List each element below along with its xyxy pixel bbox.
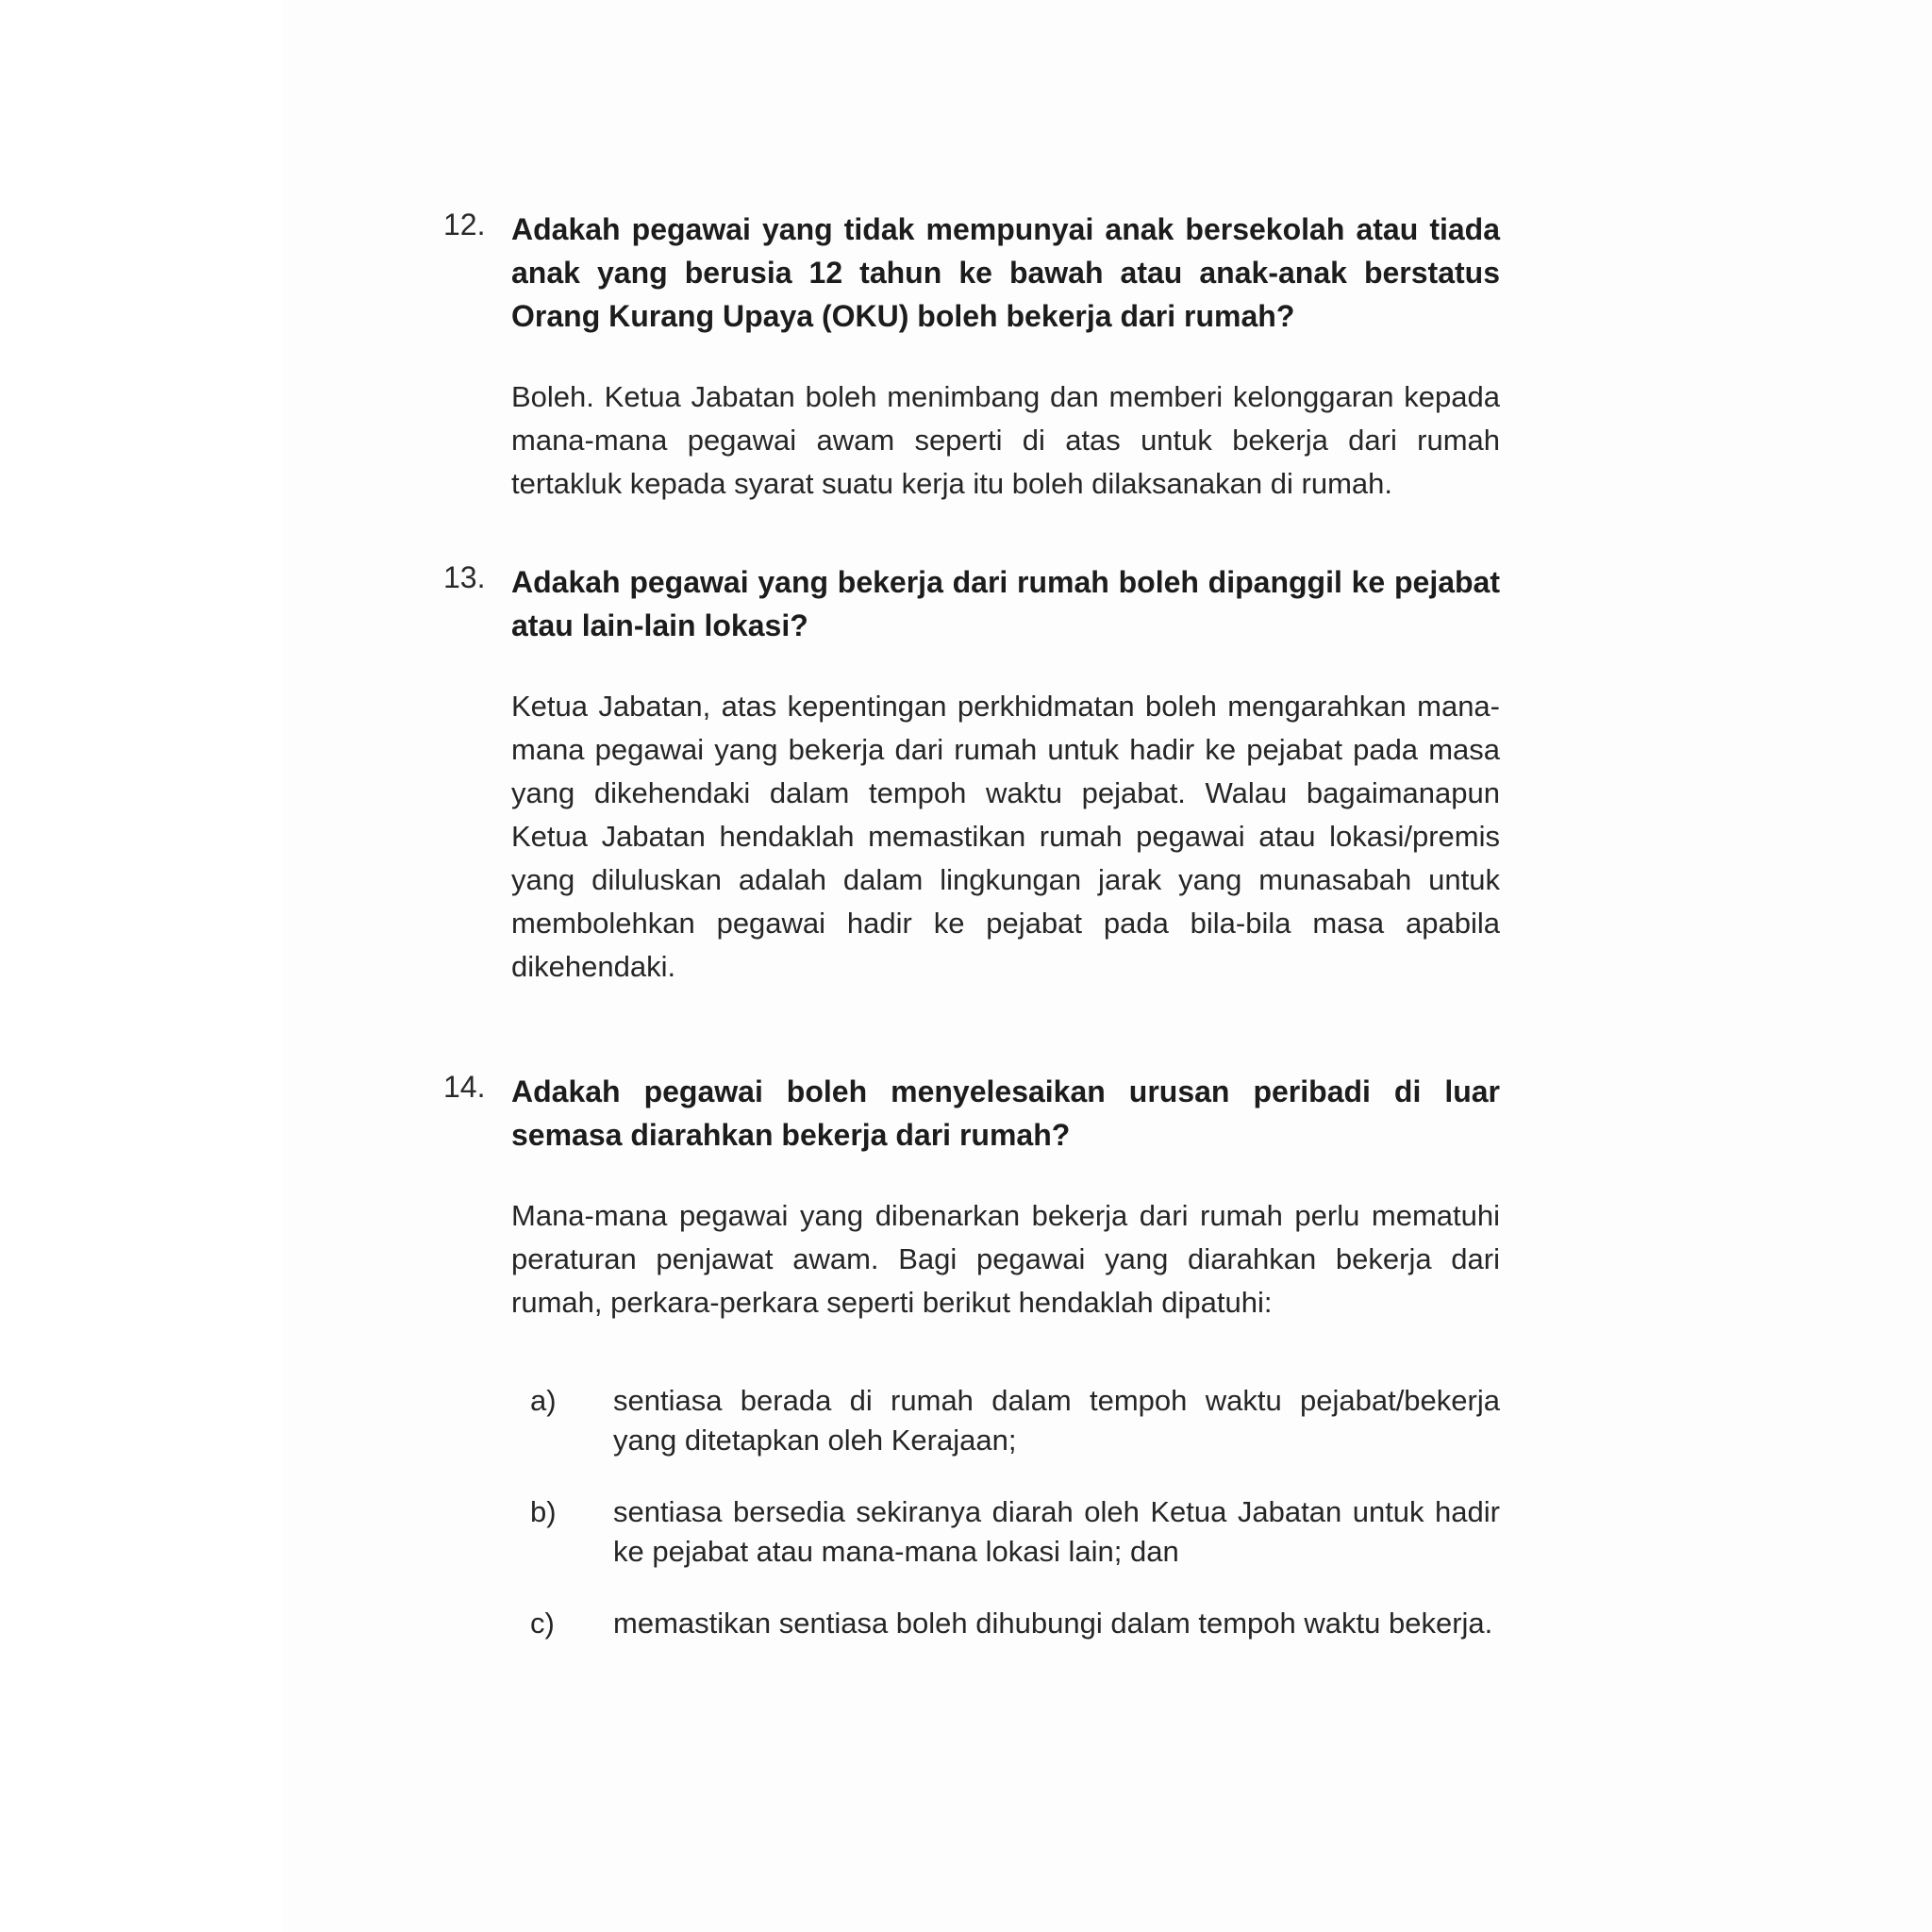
list-item (511, 1604, 1500, 1643)
faq-content (443, 208, 1500, 1675)
list-item (511, 1492, 1500, 1572)
list-item (511, 1381, 1500, 1460)
list-item-text: memastikan sentiasa boleh dihubungi dalam tempoh waktu bekerja. (613, 1607, 1493, 1640)
faq-item-14 (443, 1070, 1500, 1643)
item-number: 12. (443, 208, 486, 242)
answer-text: Mana-mana pegawai yang dibenarkan bekerja dari rumah perlu mematuhi peraturan penjawat awam. Bagi pegawai yang diarahkan bekerja dari rumah, perkara-perkara seperti berikut hendaklah dipatuhi: (511, 1199, 1500, 1319)
faq-item-13 (443, 560, 1500, 989)
question-text: Adakah pegawai yang bekerja dari rumah boleh dipanggil ke pejabat atau lain-lain lokasi? (511, 565, 1500, 642)
list-item-text: sentiasa berada di rumah dalam tempoh waktu pejabat/bekerja yang ditetapkan oleh Kerajaan; (613, 1384, 1500, 1457)
list-item-text: sentiasa bersedia sekiranya diarah oleh Ketua Jabatan untuk hadir ke pejabat atau mana-mana lokasi lain; dan (613, 1495, 1500, 1568)
list-marker: c) (530, 1607, 555, 1640)
item-number: 13. (443, 560, 486, 594)
answer-text: Ketua Jabatan, atas kepentingan perkhidmatan boleh mengarahkan mana-mana pegawai yang bekerja dari rumah untuk hadir ke pejabat pada masa yang dikehendaki dalam tempoh waktu pejabat. Walau bagaimanapun Ketua Jabatan hendaklah memastikan rumah pegawai atau lokasi/premis yang diluluskan adalah dalam lingkungan jarak yang munasabah untuk membolehkan pegawai hadir ke pejabat pada bila-bila masa apabila dikehendaki. (511, 690, 1500, 983)
item-number: 14. (443, 1070, 486, 1104)
question-text: Adakah pegawai yang tidak mempunyai anak bersekolah atau tiada anak yang berusia 12 tahun ke bawah atau anak-anak berstatus Orang Kurang Upaya (OKU) boleh bekerja dari rumah? (511, 212, 1500, 333)
faq-item-12 (443, 208, 1500, 506)
list-marker: b) (530, 1495, 557, 1528)
answer-text: Boleh. Ketua Jabatan boleh menimbang dan memberi kelonggaran kepada mana-mana pegawai awam seperti di atas untuk bekerja dari rumah tertakluk kepada syarat suatu kerja itu boleh dilaksanakan di rumah. (511, 380, 1500, 500)
question-text: Adakah pegawai boleh menyelesaikan urusan peribadi di luar semasa diarahkan bekerja dari rumah? (511, 1074, 1500, 1152)
requirements-list (511, 1381, 1500, 1643)
list-marker: a) (530, 1384, 557, 1417)
